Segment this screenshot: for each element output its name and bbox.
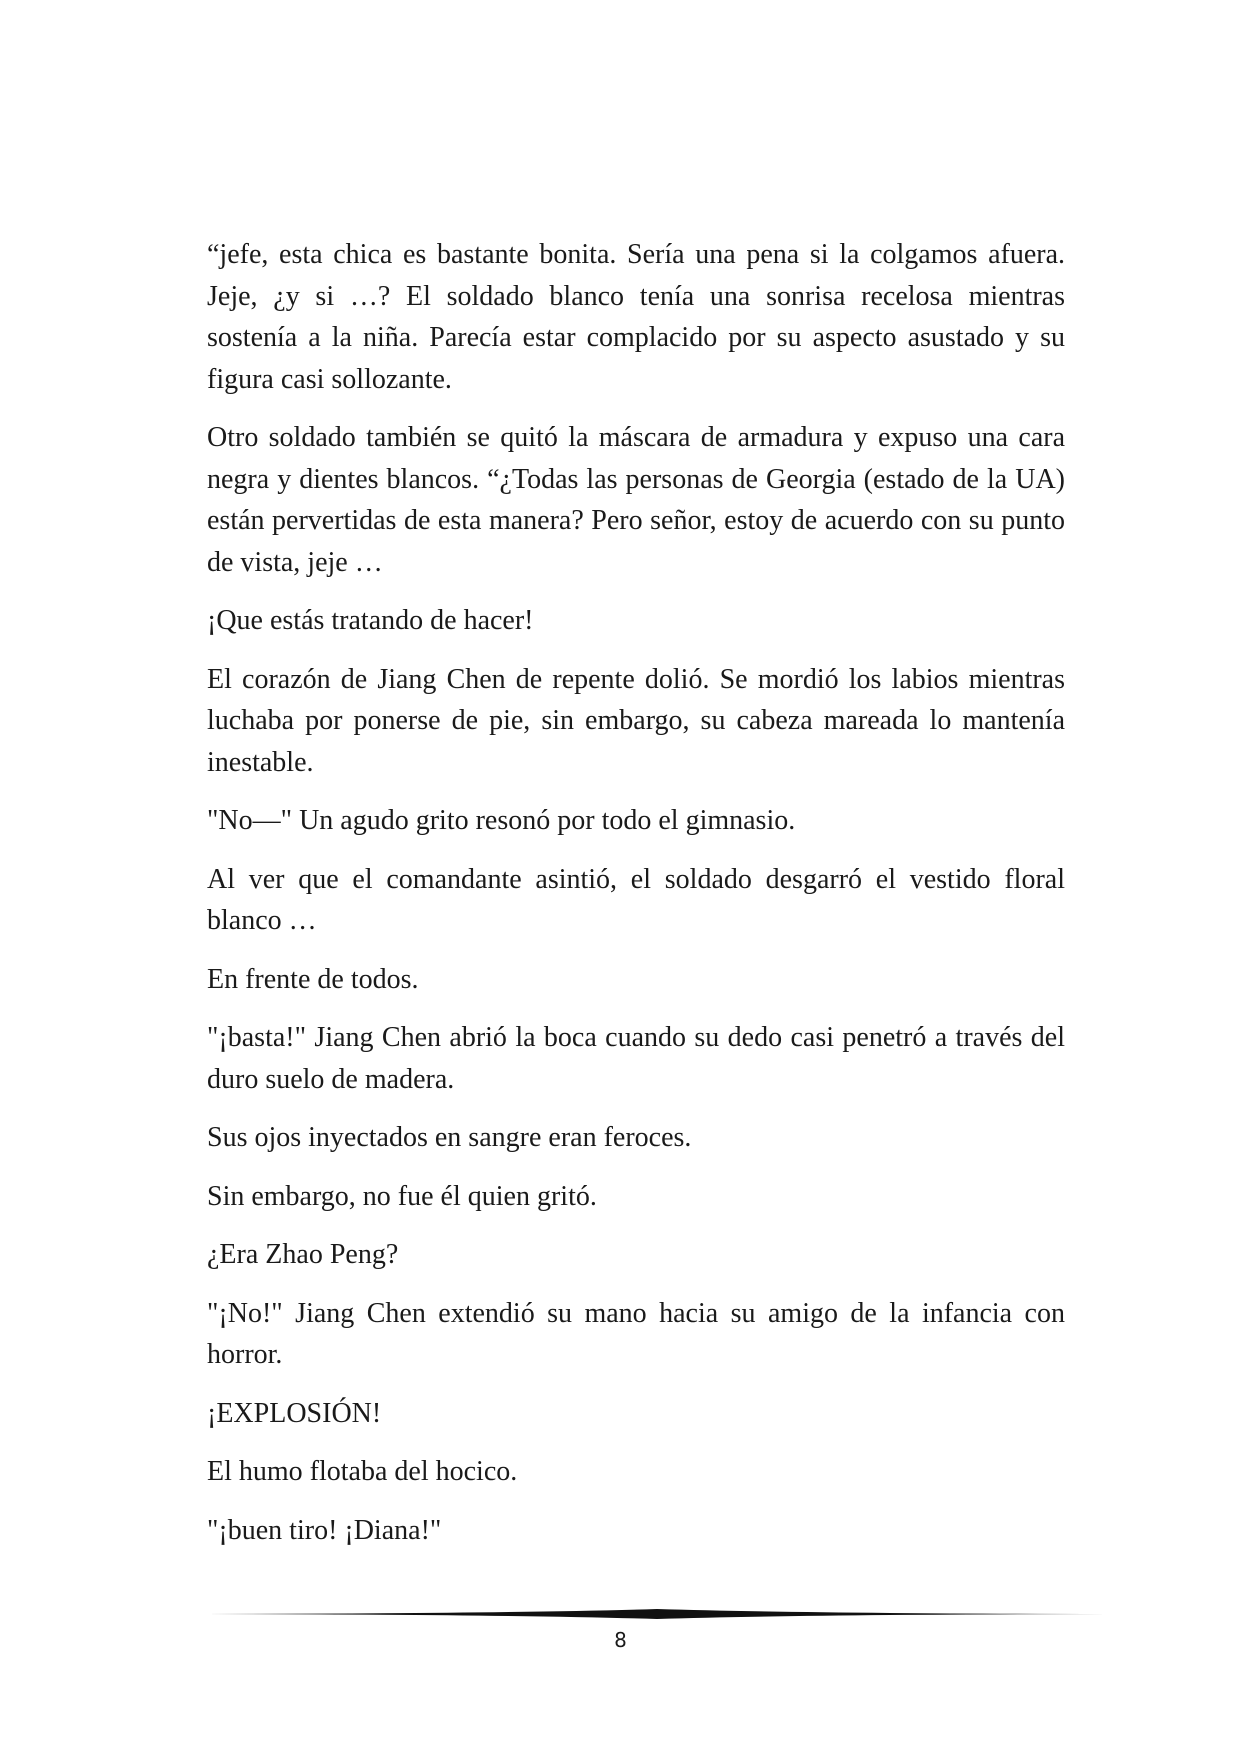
paragraph: ¡Que estás tratando de hacer! bbox=[207, 605, 534, 636]
paragraph: “jefe, esta chica es bastante bonita. Sería una pena si la colgamos afuera. Jeje, ¿y si …? El soldado blanco tenía una sonrisa recelosa mientras sostenía a la niña. Parecía estar complacido por su aspecto asustado y su figura casi sollozante. bbox=[207, 239, 1065, 395]
paragraph: "¡buen tiro! ¡Diana!" bbox=[207, 1514, 442, 1546]
page-body bbox=[207, 234, 1065, 1568]
paragraph: "¡No!" Jiang Chen extendió su mano hacia su amigo de la infancia con horror. bbox=[207, 1297, 1065, 1370]
footer-divider bbox=[207, 1607, 1107, 1621]
paragraph: Sin embargo, no fue él quien gritó. bbox=[207, 1180, 597, 1212]
paragraph: "¡basta!" Jiang Chen abrió la boca cuando su dedo casi penetró a través del duro suelo de madera. bbox=[207, 1022, 1065, 1095]
paragraph: "No—" Un agudo grito resonó por todo el gimnasio. bbox=[207, 805, 796, 836]
paragraph: Al ver que el comandante asintió, el soldado desgarró el vestido floral blanco … bbox=[207, 863, 1065, 936]
paragraph: ¡EXPLOSIÓN! bbox=[207, 1397, 382, 1429]
paragraph: Otro soldado también se quitó la máscara de armadura y expuso una cara negra y dientes blancos. “¿Todas las personas de Georgia (estado de la UA) están pervertidas de esta manera? Pero señor, estoy de acuerdo con su punto de vista, jeje … bbox=[207, 422, 1065, 578]
page-number: 8 bbox=[614, 1628, 627, 1652]
paragraph: En frente de todos. bbox=[207, 963, 419, 995]
paragraph: Sus ojos inyectados en sangre eran feroces. bbox=[207, 1122, 692, 1153]
paragraph: ¿Era Zhao Peng? bbox=[207, 1239, 399, 1270]
paragraph: El corazón de Jiang Chen de repente dolió. Se mordió los labios mientras luchaba por ponerse de pie, sin embargo, su cabeza mareada lo mantenía inestable. bbox=[207, 663, 1065, 778]
paragraph: El humo flotaba del hocico. bbox=[207, 1456, 518, 1487]
